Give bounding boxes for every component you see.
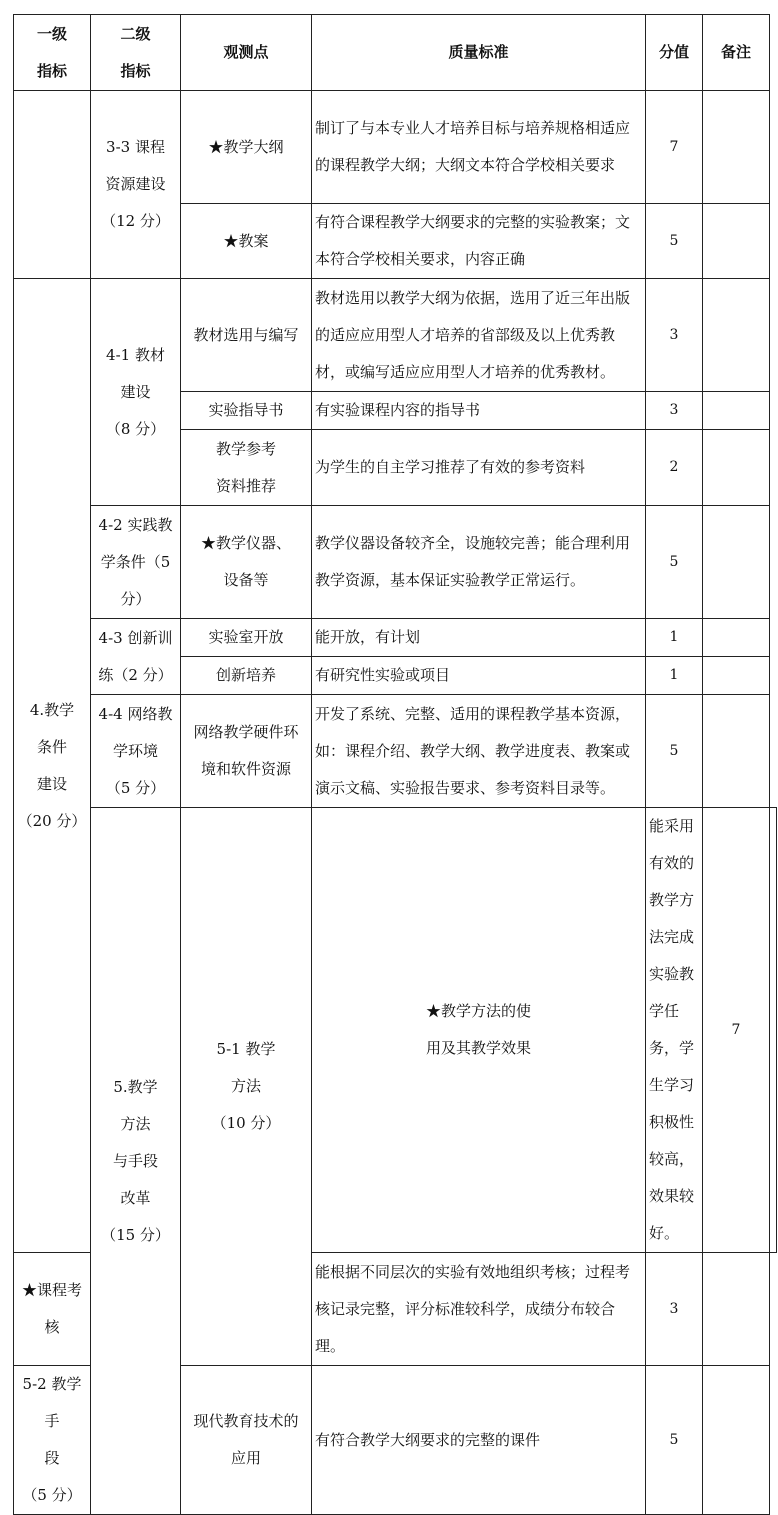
header-note: 备注	[703, 15, 770, 91]
level2-cell: 4-4 网络教 学环境 （5 分）	[91, 695, 181, 808]
standard-cell: 能采用有效的教学方法完成实验教学任务，学生学习积极性较高，效果较好。	[646, 808, 703, 1253]
score-cell: 7	[703, 808, 770, 1253]
score-cell: 5	[646, 1366, 703, 1515]
point-cell: ★教案	[181, 204, 312, 279]
header-score: 分值	[646, 15, 703, 91]
table-row	[14, 279, 777, 392]
point-cell: ★课程考核	[14, 1253, 91, 1366]
point-cell: 网络教学硬件环 境和软件资源	[181, 695, 312, 808]
note-cell	[703, 279, 770, 392]
score-cell: 7	[646, 91, 703, 204]
standard-cell: 为学生的自主学习推荐了有效的参考资料	[312, 430, 646, 506]
evaluation-table	[13, 14, 777, 1515]
level2-cell: 4-1 教材 建设 （8 分）	[91, 279, 181, 506]
level1-cell: 4.教学 条件 建设 （20 分）	[14, 279, 91, 1253]
score-cell: 5	[646, 204, 703, 279]
point-cell: 实验室开放	[181, 619, 312, 657]
note-cell	[703, 204, 770, 279]
note-cell	[770, 808, 777, 1253]
point-cell: ★教学大纲	[181, 91, 312, 204]
score-cell: 3	[646, 392, 703, 430]
note-cell	[703, 91, 770, 204]
table-row	[14, 695, 777, 808]
header-row	[14, 15, 777, 91]
level2-cell: 5-2 教学手 段 （5 分）	[14, 1366, 91, 1515]
header-level1: 一级 指标	[14, 15, 91, 91]
note-cell	[703, 619, 770, 657]
standard-cell: 有研究性实验或项目	[312, 657, 646, 695]
score-cell: 5	[646, 506, 703, 619]
standard-cell: 制订了与本专业人才培养目标与培养规格相适应的课程教学大纲；大纲文本符合学校相关要求	[312, 91, 646, 204]
point-cell: 实验指导书	[181, 392, 312, 430]
note-cell	[703, 1366, 770, 1515]
score-cell: 5	[646, 695, 703, 808]
score-cell: 3	[646, 279, 703, 392]
note-cell	[703, 695, 770, 808]
note-cell	[703, 657, 770, 695]
standard-cell: 教材选用以教学大纲为依据，选用了近三年出版的适应应用型人才培养的省部级及以上优秀教材，或编写适应应用型人才培养的优秀教材。	[312, 279, 646, 392]
standard-cell: 开发了系统、完整、适用的课程教学基本资源，如：课程介绍、教学大纲、教学进度表、教案或演示文稿、实验报告要求、参考资料目录等。	[312, 695, 646, 808]
level2-cell: 3-3 课程 资源建设 （12 分）	[91, 91, 181, 279]
level1-cell	[14, 91, 91, 279]
header-level2: 二级 指标	[91, 15, 181, 91]
table-row	[14, 91, 777, 204]
table-row	[14, 619, 777, 657]
level2-cell: 4-3 创新训 练（2 分）	[91, 619, 181, 695]
table-row	[14, 506, 777, 619]
standard-cell: 有实验课程内容的指导书	[312, 392, 646, 430]
standard-cell: 能根据不同层次的实验有效地组织考核；过程考核记录完整，评分标准较科学，成绩分布较合理。	[312, 1253, 646, 1366]
point-cell: 教学参考 资料推荐	[181, 430, 312, 506]
note-cell	[703, 1253, 770, 1366]
standard-cell: 有符合课程教学大纲要求的完整的实验教案；文本符合学校相关要求，内容正确	[312, 204, 646, 279]
level2-cell: 4-2 实践教 学条件（5 分）	[91, 506, 181, 619]
score-cell: 2	[646, 430, 703, 506]
header-point: 观测点	[181, 15, 312, 91]
point-cell: ★教学方法的使 用及其教学效果	[312, 808, 646, 1253]
level2-cell: 5-1 教学 方法 （10 分）	[181, 808, 312, 1366]
note-cell	[703, 506, 770, 619]
point-cell: 创新培养	[181, 657, 312, 695]
standard-cell: 有符合教学大纲要求的完整的课件	[312, 1366, 646, 1515]
standard-cell: 能开放，有计划	[312, 619, 646, 657]
table-row	[14, 808, 777, 1253]
score-cell: 1	[646, 619, 703, 657]
note-cell	[703, 392, 770, 430]
standard-cell: 教学仪器设备较齐全，设施较完善；能合理利用教学资源，基本保证实验教学正常运行。	[312, 506, 646, 619]
point-cell: 现代教育技术的 应用	[181, 1366, 312, 1515]
point-cell: 教材选用与编写	[181, 279, 312, 392]
score-cell: 3	[646, 1253, 703, 1366]
level1-cell: 5.教学 方法 与手段 改革 （15 分）	[91, 808, 181, 1515]
header-standard: 质量标准	[312, 15, 646, 91]
score-cell: 1	[646, 657, 703, 695]
note-cell	[703, 430, 770, 506]
point-cell: ★教学仪器、 设备等	[181, 506, 312, 619]
